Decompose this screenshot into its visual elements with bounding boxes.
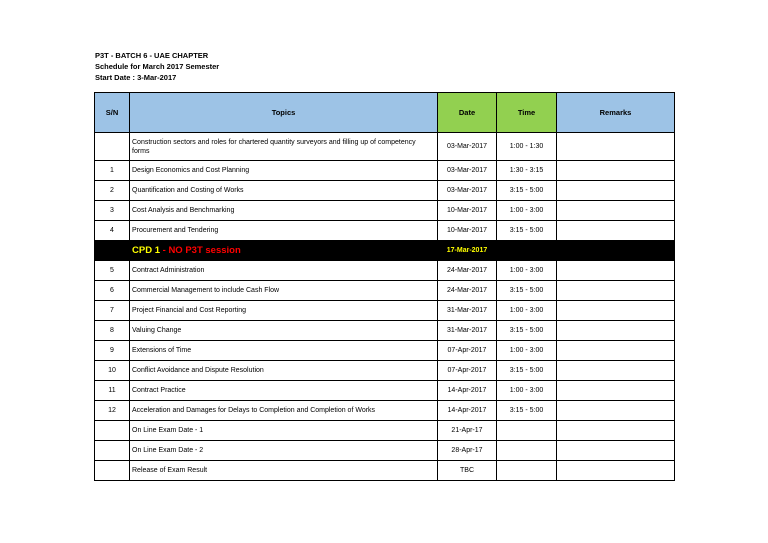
remarks-cell: [557, 201, 675, 221]
remarks-cell: [557, 401, 675, 421]
time-cell: 1:00 - 3:00: [497, 301, 557, 321]
sn-cell: 7: [95, 301, 130, 321]
table-row: [95, 301, 675, 321]
topic-cell: Acceleration and Damages for Delays to Completion and Completion of Works: [130, 401, 438, 421]
table-header-row: [95, 93, 675, 133]
chapter-title: P3T - BATCH 6 - UAE CHAPTER: [95, 51, 209, 60]
date-cell: 07-Apr-2017: [438, 341, 497, 361]
topic-cell: Design Economics and Cost Planning: [130, 161, 438, 181]
sn-cell: [95, 461, 130, 481]
sn-cell: 3: [95, 201, 130, 221]
cpd-separator: -: [159, 245, 169, 256]
remarks-cell: [557, 221, 675, 241]
table-row: [95, 161, 675, 181]
remarks-cell: [557, 461, 675, 481]
cpd-row: [95, 241, 675, 261]
date-cell: TBC: [438, 461, 497, 481]
time-cell: 1:00 - 3:00: [497, 341, 557, 361]
table-row: [95, 401, 675, 421]
remarks-cell: [557, 301, 675, 321]
table-row: [95, 181, 675, 201]
col-header-sn: S/N: [95, 93, 130, 133]
table-row: [95, 261, 675, 281]
topic-cell: Contract Practice: [130, 381, 438, 401]
table-row: [95, 441, 675, 461]
semester-title: Schedule for March 2017 Semester: [95, 62, 220, 71]
table-row: [95, 381, 675, 401]
cpd-time: [497, 241, 557, 261]
topic-cell: Contract Administration: [130, 261, 438, 281]
sn-cell: 4: [95, 221, 130, 241]
remarks-cell: [557, 281, 675, 301]
topic-cell: On Line Exam Date - 2: [130, 441, 438, 461]
date-cell: 03-Mar-2017: [438, 133, 497, 161]
sn-cell: 2: [95, 181, 130, 201]
topic-cell: Cost Analysis and Benchmarking: [130, 201, 438, 221]
time-cell: [497, 461, 557, 481]
cpd-date-cell: [438, 241, 497, 261]
remarks-cell: [557, 181, 675, 201]
date-cell: 24-Mar-2017: [438, 281, 497, 301]
time-cell: 3:15 - 5:00: [497, 321, 557, 341]
date-cell: 31-Mar-2017: [438, 321, 497, 341]
time-cell: 3:15 - 5:00: [497, 181, 557, 201]
remarks-cell: [557, 381, 675, 401]
remarks-cell: [557, 421, 675, 441]
time-cell: 3:15 - 5:00: [497, 401, 557, 421]
sn-cell: 8: [95, 321, 130, 341]
col-header-date: Date: [438, 93, 497, 133]
table-row: [95, 341, 675, 361]
start-date: Start Date : 3-Mar-2017: [95, 73, 177, 82]
table-row: [95, 461, 675, 481]
schedule-rows: [95, 133, 675, 241]
col-header-time: Time: [497, 93, 557, 133]
table-row: [95, 221, 675, 241]
sn-cell: 6: [95, 281, 130, 301]
table-row: [95, 321, 675, 341]
sn-cell: 10: [95, 361, 130, 381]
topic-cell: Construction sectors and roles for chartered quantity surveyors and filling up of competency forms: [130, 133, 438, 161]
table-row: [95, 133, 675, 161]
topic-cell: Extensions of Time: [130, 341, 438, 361]
schedule-table: [94, 92, 675, 481]
date-cell: 10-Mar-2017: [438, 221, 497, 241]
cpd-date: 17-Mar-2017: [446, 247, 488, 254]
date-cell: 03-Mar-2017: [438, 161, 497, 181]
date-cell: 24-Mar-2017: [438, 261, 497, 281]
sn-cell: [95, 133, 130, 161]
sn-cell: 5: [95, 261, 130, 281]
topic-cell: Quantification and Costing of Works: [130, 181, 438, 201]
time-cell: 3:15 - 5:00: [497, 361, 557, 381]
topic-cell: On Line Exam Date - 1: [130, 421, 438, 441]
remarks-cell: [557, 361, 675, 381]
cpd-label: CPD 1: [132, 245, 160, 256]
date-cell: 31-Mar-2017: [438, 301, 497, 321]
topic-cell: Commercial Management to include Cash Flow: [130, 281, 438, 301]
table-row: [95, 281, 675, 301]
remarks-cell: [557, 321, 675, 341]
date-cell: 10-Mar-2017: [438, 201, 497, 221]
remarks-cell: [557, 261, 675, 281]
time-cell: [497, 421, 557, 441]
topic-cell: Procurement and Tendering: [130, 221, 438, 241]
time-cell: 1:00 - 1:30: [497, 133, 557, 161]
col-header-topics: Topics: [130, 93, 438, 133]
sn-cell: [95, 441, 130, 461]
table-row: [95, 201, 675, 221]
document-header: [95, 50, 219, 83]
time-cell: 1:00 - 3:00: [497, 201, 557, 221]
col-header-remarks: Remarks: [557, 93, 675, 133]
time-cell: 3:15 - 5:00: [497, 281, 557, 301]
table-row: [95, 361, 675, 381]
date-cell: 14-Apr-2017: [438, 381, 497, 401]
cpd-topic: [130, 241, 438, 261]
date-cell: 28-Apr-17: [438, 441, 497, 461]
cpd-note: NO P3T session: [168, 245, 241, 256]
cpd-sn: [95, 241, 130, 261]
table-row: [95, 421, 675, 441]
remarks-cell: [557, 441, 675, 461]
schedule-rows-continued: [95, 261, 675, 481]
date-cell: 21-Apr-17: [438, 421, 497, 441]
time-cell: 3:15 - 5:00: [497, 221, 557, 241]
date-cell: 03-Mar-2017: [438, 181, 497, 201]
topic-cell: Valuing Change: [130, 321, 438, 341]
topic-cell: Release of Exam Result: [130, 461, 438, 481]
time-cell: 1:00 - 3:00: [497, 381, 557, 401]
time-cell: 1:30 - 3:15: [497, 161, 557, 181]
topic-cell: Conflict Avoidance and Dispute Resolution: [130, 361, 438, 381]
remarks-cell: [557, 341, 675, 361]
date-cell: 14-Apr-2017: [438, 401, 497, 421]
sn-cell: 1: [95, 161, 130, 181]
time-cell: 1:00 - 3:00: [497, 261, 557, 281]
remarks-cell: [557, 133, 675, 161]
date-cell: 07-Apr-2017: [438, 361, 497, 381]
sn-cell: 9: [95, 341, 130, 361]
time-cell: [497, 441, 557, 461]
remarks-cell: [557, 161, 675, 181]
sn-cell: 12: [95, 401, 130, 421]
topic-cell: Project Financial and Cost Reporting: [130, 301, 438, 321]
cpd-remarks: [557, 241, 675, 261]
sn-cell: 11: [95, 381, 130, 401]
sn-cell: [95, 421, 130, 441]
